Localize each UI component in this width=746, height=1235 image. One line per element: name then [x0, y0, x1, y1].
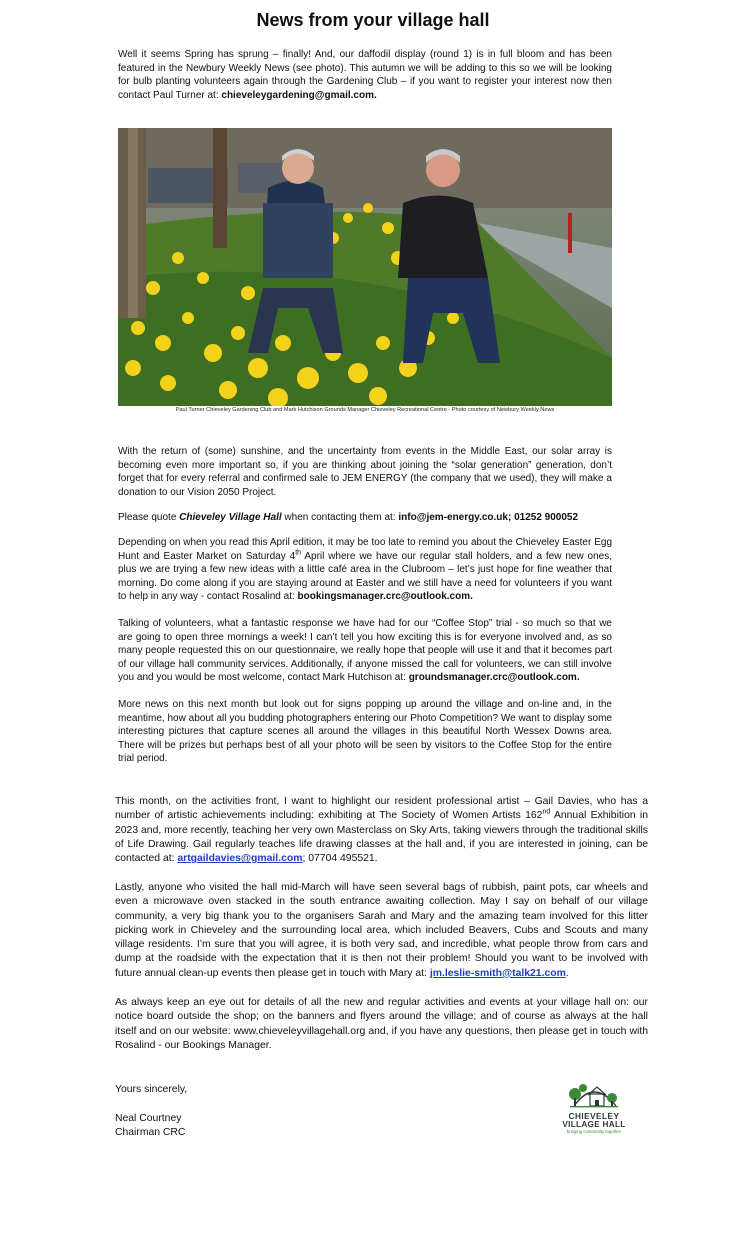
easter-text: Depending on when you read this April edition, it may be too late to remind you about the Chieveley Easter Egg Hunt and Easter Market on Saturday 4	[118, 537, 612, 562]
intro-text: Well it seems Spring has sprung – finally! And, our daffodil display (round 1) is in full bloom and has been featured in the Newbury Weekly News (see photo). This autumn we will be adding to this so we will be looking for bulb planting volunteers again through the Gardening Club – if you want to register your interest now then contact Paul Turner at:	[118, 49, 612, 101]
closing-paragraph: As always keep an eye out for details of all the new and regular activities and events at your village hall on: our notice board outside the shop; on the banners and flyers around the village; and of course as always at the hall itself and on our website: www.chieveleyvillagehall.org and, if you have any questions, then please get in touch with Rosalind - our Bookings Manager.	[115, 997, 648, 1051]
artist-paragraph	[115, 795, 648, 866]
jem-text: Please quote	[118, 512, 180, 523]
jem-contact: info@jem-energy.co.uk; 01252 900052	[398, 512, 579, 523]
artist-text: This month, on the activities front, I want to highlight our resident professional artist – Gail Davies, who has a number of artistic achievements including: exhibiting at The Society of Women Artists 162	[115, 796, 648, 822]
artist-email-link[interactable]: artgaildavies@gmail.com	[177, 853, 303, 865]
easter-text-2: April where we have our regular stall holders, and a few new ones, plus we are trying a few new ideas with a little café area in the Clubroom – let’s just hope for fine weather that morning. Do come along if you are staying around at Easter and we still have a need for volunteers if you want to help in any way - contact Rosalind at:	[118, 550, 612, 603]
logo-tagline: bringing community together	[566, 1129, 622, 1134]
artist-sup: nd	[542, 808, 551, 816]
easter-paragraph	[118, 536, 612, 604]
artist-text-2: Annual Exhibition in 2023 and, more recently, teaching her very own Masterclass on Sky Arts, taking viewers through the traditional skills of Life Drawing. Gail regularly teaches life drawing classes at the hall and, if you are interested in joining, can be contacted at:	[115, 810, 648, 865]
signoff-role: Chairman CRC	[115, 1127, 186, 1138]
litter-end: .	[565, 967, 569, 979]
artist-phone: ; 07704 495521.	[302, 853, 378, 865]
mary-email-link[interactable]: jm.leslie-smith@talk21.com	[429, 967, 566, 979]
page-title: News from your village hall	[256, 10, 490, 30]
jem-energy-paragraph	[118, 511, 612, 525]
coffee-stop-paragraph	[118, 617, 612, 685]
intro-paragraph	[118, 48, 612, 102]
daffodil-photo	[118, 128, 612, 406]
logo-line-1: CHIEVELEY	[568, 1112, 620, 1121]
bookings-email: bookingsmanager.crc@outlook.com	[297, 591, 471, 603]
jem-quote-name: Chieveley Village Hall	[179, 512, 282, 523]
easter-end: .	[470, 591, 473, 603]
litter-text: Lastly, anyone who visited the hall mid-March will have seen several bags of rubbish, paint pots, car wheels and even a microwave oven stacked in the south entrance awaiting collection. May I say on behalf of our village community, a very big thank you to the organisers Sarah and Mary and the amazing team involved for this litter picking work in Chieveley and the surrounding local area, which included Beavers, Cubs and Scouts and many village residents. I’m sure that you will agree, it is both very sad, and incredible, what people throw from cars and dump at the roadside with the expectation that it is then not their problem! Should you want to be involved with future annual clean-up events then please get in touch with Mary at:	[115, 882, 648, 979]
litter-pick-paragraph	[115, 881, 648, 981]
jem-text-2: when contacting them at:	[281, 512, 399, 523]
signoff-name: Neal Courtney	[115, 1113, 182, 1124]
grounds-email: groundsmanager.crc@outlook.com	[408, 672, 577, 684]
intro-end: .	[373, 89, 377, 101]
photo-caption: Paul Turner Chieveley Gardening Club and Mark Hutchison Grounds Manager Chieveley Recreational Centre - Photo courtesy of Newbury Weekly News	[175, 407, 555, 413]
gardening-email: chieveleygardening@gmail.com	[221, 89, 374, 101]
solar-paragraph: With the return of (some) sunshine, and the uncertainty from events in the Middle East, our solar array is becoming even more important so, if you are thinking about joining the “solar generation” generation, don’t forget that for every referral and confirmed sale to JEM ENERGY (the company that we used), they will make a donation to our Vision 2050 Project.	[118, 446, 612, 498]
photo-competition-paragraph: More news on this next month but look out for signs popping up around the village and on-line and, in the meantime, how about all you budding photographers entering our Photo Competition? We want to display some interesting pictures that capture scenes all around the villages in this beautiful North Wessex Downs area. There will be prizes but perhaps best of all your photo will be seen by visitors to the Coffee Stop for the entire trial period.	[118, 699, 612, 765]
coffee-end: .	[576, 672, 580, 684]
signoff-closing: Yours sincerely,	[115, 1084, 188, 1095]
logo-line-2: VILLAGE HALL	[562, 1120, 626, 1129]
easter-sup: th	[295, 549, 302, 557]
village-hall-icon	[566, 1076, 622, 1112]
coffee-text: Talking of volunteers, what a fantastic response we have had for our “Coffee Stop” trial - so much so that we are going to open three mornings a week! I can’t tell you how exciting this is for everyone involved and, as so many people requested this on our questionnaire, we really hope that people will use it and that it becomes part of our village hall community services. Additionally, if anyone missed the call for volunteers, we can still involve you and you would be most welcome, contact Mark Hutchison at:	[118, 618, 612, 684]
chieveley-village-hall-logo	[558, 1076, 630, 1136]
